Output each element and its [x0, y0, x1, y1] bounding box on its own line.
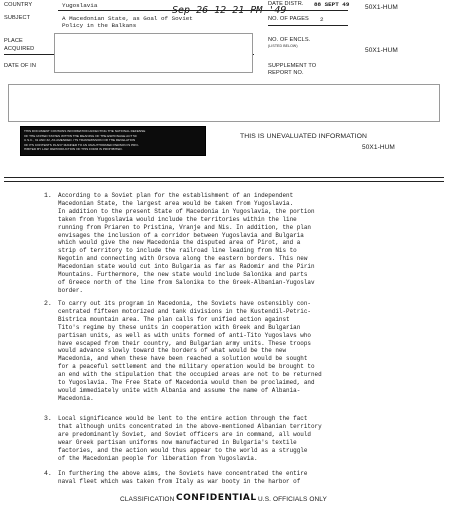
- text-line: of Greece north of the line from Salonika to the Greek-Albanian-Yugoslav: [58, 278, 315, 286]
- text-line: Local significance would be lent to the entire action through the fact: [58, 415, 308, 422]
- text-line: centrated fifteen motorized and tank divisions in the Kustendil-Petric-: [58, 307, 311, 315]
- date-distr-label: DATE DISTR.: [268, 1, 304, 7]
- no-encls-label: NO. OF ENCLS.: [268, 37, 311, 43]
- text-line: Macedonia, and when these have been reached a solution would be sought: [58, 355, 308, 363]
- text-line: According to a Soviet plan for the establishment of an independent: [58, 192, 294, 199]
- received-date-stamp: Sep 26 12 21 PM '49: [172, 5, 287, 16]
- notice-line: HIBITED BY LAW. REPRODUCTION OF THIS FORM IS PROHIBITED.: [24, 147, 123, 152]
- body-rule-top-2: [4, 181, 444, 182]
- text-line: taken from Yugoslavia would include the territories within the line: [58, 215, 297, 223]
- no-pages-value: 2: [320, 16, 324, 23]
- hum-code-mid: 50X1-HUM: [365, 47, 398, 54]
- supplement-label-2: REPORT NO.: [268, 70, 304, 76]
- text-line: for a peaceful settlement and the military operation would be brought to: [58, 363, 315, 371]
- officials-only-label: U.S. OFFICIALS ONLY: [258, 496, 327, 503]
- classification-stamp: CONFIDENTIAL: [176, 493, 257, 503]
- text-line: Macedonian State, the largest area would be taken from Yugoslavia.: [58, 199, 294, 207]
- text-line: are predominantly Soviet, and Soviet officers are in command, all would: [58, 430, 311, 438]
- text-line: naval fleet which was taken from Italy as war booty in the harbor of: [58, 477, 301, 485]
- country-value: Yugoslavia: [62, 2, 98, 9]
- subject-line-1: A Macedonian State, as Goal of Soviet: [62, 15, 193, 22]
- text-line: In addition to the present State of Macedonia in Yugoslavia, the portion: [58, 207, 315, 215]
- text-line: Negotin and connecting with Orsova along the eastern borders. This new: [58, 255, 308, 263]
- paragraph-1: [58, 192, 408, 295]
- text-line: Bistrica mountain area. The plan calls for unified action against: [58, 315, 290, 323]
- notice-line: OF ITS CONTENTS IN ANY MANNER TO AN UNAUTHORIZED PERSON IS PRO-: [24, 142, 139, 147]
- notice-line: U.S.C., 31 AND 32, AS AMENDED. ITS TRANSMISSION OR THE REVELATION: [24, 138, 136, 143]
- supplement-label-1: SUPPLEMENT TO: [268, 63, 317, 69]
- no-pages-label: NO. OF PAGES: [268, 16, 309, 22]
- country-label: COUNTRY: [4, 2, 33, 8]
- date-of-info-label: DATE OF IN: [4, 63, 36, 69]
- text-line: Mountains. Furthermore, the new state would include Salonika and parts: [58, 271, 308, 279]
- hum-code-top: 50X1-HUM: [365, 4, 398, 11]
- paragraph-number: 2.: [44, 300, 52, 307]
- text-line: would immediately unite with Albania and assume the name of Albania-: [58, 386, 301, 394]
- text-line: In furthering the above aims, the Soviets have concentrated the entire: [58, 470, 308, 477]
- paragraph-number: 3.: [44, 415, 52, 422]
- text-line: of the Macedonian people for liberation from Yugoslavia.: [58, 454, 258, 462]
- text-line: Macedonian state would cut into Bulgaria as far as Radomir and the Pirin: [58, 263, 315, 271]
- subject-label: SUBJECT: [4, 15, 31, 21]
- text-line: that although units concentrated in the above-mentioned Albanian territory: [58, 422, 322, 430]
- classification-label: CLASSIFICATION: [120, 496, 175, 503]
- unevaluated-notice: THIS IS UNEVALUATED INFORMATION: [240, 133, 367, 140]
- text-line: which would give the new Macedonia the disputed area of Pirot, and a: [58, 239, 301, 247]
- text-line: running from Priaren to Pristina, Vranje and Nis. In addition, the plan: [58, 223, 311, 231]
- place-label: PLACE: [4, 38, 23, 44]
- notice-line: THIS DOCUMENT CONTAINS INFORMATION AFFECTING THE NATIONAL DEFENSE: [24, 129, 146, 133]
- text-line: strip of territory to include the railroad line leading from Nis to: [58, 247, 297, 255]
- text-line: border.: [58, 286, 83, 294]
- text-line: to Yugoslavia. The Free State of Macedonia would then be proclaimed, and: [58, 379, 315, 387]
- text-line: envisages the inclusion of a corridor between Yugoslavia and Bulgaria: [58, 231, 304, 239]
- subject-line-2: Policy in the Balkans: [62, 22, 137, 29]
- pages-underline: [268, 25, 348, 26]
- paragraph-4: [58, 470, 408, 486]
- text-line: factories, and the action would thus appear to the world as a struggle: [58, 446, 308, 454]
- espionage-notice-text: [24, 129, 145, 152]
- hum-code-notice: 50X1-HUM: [362, 144, 395, 151]
- text-line: wear Greek partisan uniforms now manufactured in Bulgaria's textile: [58, 438, 297, 446]
- no-encls-sub: (LISTED BELOW): [268, 44, 298, 48]
- redacted-block-header: [54, 33, 253, 73]
- acquired-label: ACQUIRED: [4, 46, 35, 52]
- paragraph-2: [58, 300, 408, 403]
- text-line: have escaped from their country, and Bulgarian army units. These troops: [58, 339, 311, 347]
- paragraph-number: 4.: [44, 470, 52, 477]
- text-line: would advance slowly toward the borders of what would be the new: [58, 347, 287, 355]
- notice-line: OF THE UNITED STATES WITHIN THE MEANING OF THE ESPIONAGE ACT 50: [24, 133, 137, 138]
- text-line: Macedonia.: [58, 394, 94, 402]
- text-line: partisan units, as well as with units formed of anti-Tito Yugoslavs who: [58, 331, 311, 339]
- body-rule-top: [4, 177, 444, 178]
- paragraph-number: 1.: [44, 192, 52, 199]
- redacted-band: [8, 84, 440, 122]
- espionage-notice-box: [20, 126, 206, 156]
- text-line: To carry out its program in Macedonia, the Soviets have ostensibly con-: [58, 300, 311, 307]
- date-distr-value: 88 SEPT 49: [314, 1, 350, 8]
- text-line: Tito's regime by these units in cooperation with Greek and Bulgarian: [58, 323, 301, 331]
- paragraph-3: [58, 415, 408, 462]
- text-line: an end with the stipulation that the occupied areas are not to be returned: [58, 371, 322, 379]
